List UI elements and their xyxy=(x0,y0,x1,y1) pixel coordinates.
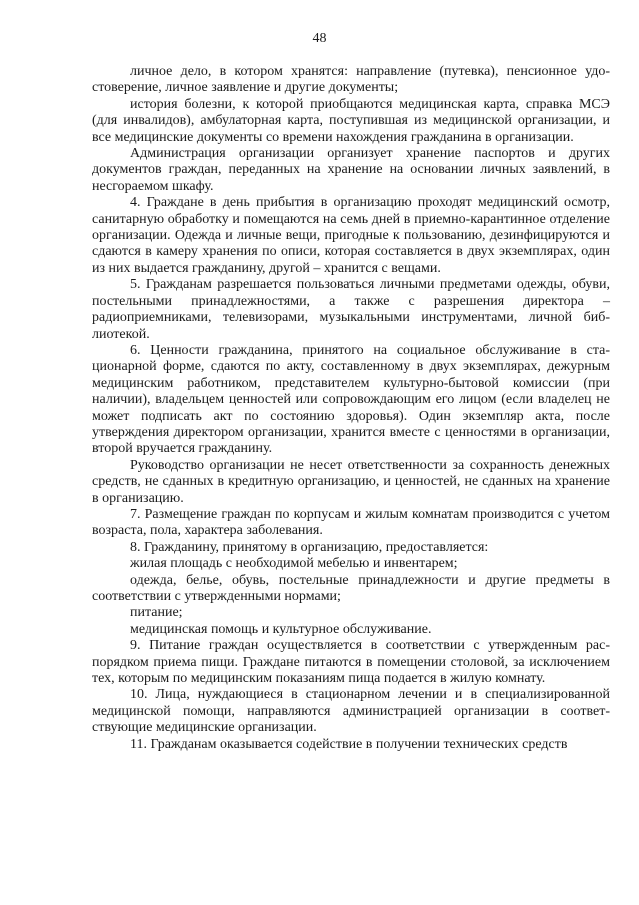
paragraph: 7. Размещение граждан по корпусам и жилым комнатам производится с учетом возраста, пола, характера заболевания. xyxy=(92,506,610,539)
paragraph: одежда, белье, обувь, постельные принадлежности и другие предметы в соответствии с утвержденными нормами; xyxy=(92,572,610,604)
paragraph: 9. Питание граждан осуществляется в соответствии с утвержденным распорядком приема пищи. Граждане питаются в помещении столовой, за исключением тех, которым по медицинским показаниям пища подается в жилую комнату. xyxy=(92,638,610,687)
document-body xyxy=(92,64,610,753)
paragraph: 8. Гражданину, принятому в организацию, предоставляется: xyxy=(130,539,489,555)
paragraph: личное дело, в котором хранятся: направление (путевка), пенсионное удостоверение, личное заявление и другие документы; xyxy=(92,64,610,96)
paragraph: 10. Лица, нуждающиеся в стационарном лечении и в специализированной медицинской помощи, направляются администрацией организации в соответствующие медицинские организации. xyxy=(92,687,610,736)
paragraph: Руководство организации не несет ответственности за сохранность денежных средств, не сданных в кредитную организацию, и ценностей, не сданных на хранение в организацию. xyxy=(92,457,610,506)
paragraph: жилая площадь с необходимой мебелью и инвентарем; xyxy=(130,556,458,572)
paragraph: 5. Гражданам разрешается пользоваться личными предметами одежды, обуви, постельными принадлежностями, а также с разрешения директора – радиоприемниками, телевизорами, музыкальными инструментами, личной библиотекой. xyxy=(92,277,610,342)
paragraph: медицинская помощь и культурное обслуживание. xyxy=(130,621,432,637)
paragraph: Администрация организации организует хранение паспортов и других документов граждан, переданных на хранение на основании личных заявлений, в несгораемом шкафу. xyxy=(92,146,610,194)
paragraph: питание; xyxy=(130,605,183,621)
paragraph: 4. Граждане в день прибытия в организацию проходят медицинский осмотр, санитарную обработку и помещаются на семь дней в приемно-карантинное отделение организации. Одежда и личные вещи, пригодные к пользованию, дезинфицируются и сдаются в камеру хранения по описи, которая составляется в двух экземплярах, один из них выдается гражданину, другой – хранится с вещами. xyxy=(92,195,610,276)
paragraph: история болезни, к которой приобщаются медицинская карта, справка МСЭ (для инвалидов), амбулаторная карта, поступившая из медицинской организации, и все медицинские документы со времени нахождения гражданина в организации. xyxy=(92,96,610,145)
paragraph: 11. Гражданам оказывается содействие в получении технических средств xyxy=(130,736,568,752)
page-number: 48 xyxy=(312,31,327,46)
paragraph: 6. Ценности гражданина, принятого на социальное обслуживание в стационарной форме, сдаются по акту, составленному в двух экземплярах, дежурным медицинским работником, представителем культурно-бытовой комиссии (при наличии), владельцем ценностей или сопровождающим его лицом (если владелец не может подписать акт по состоянию здоровья). Один экземпляр акта, после утверждения директором организации, хранится вместе с ценностями в организации, второй вручается гражданину. xyxy=(92,342,610,457)
